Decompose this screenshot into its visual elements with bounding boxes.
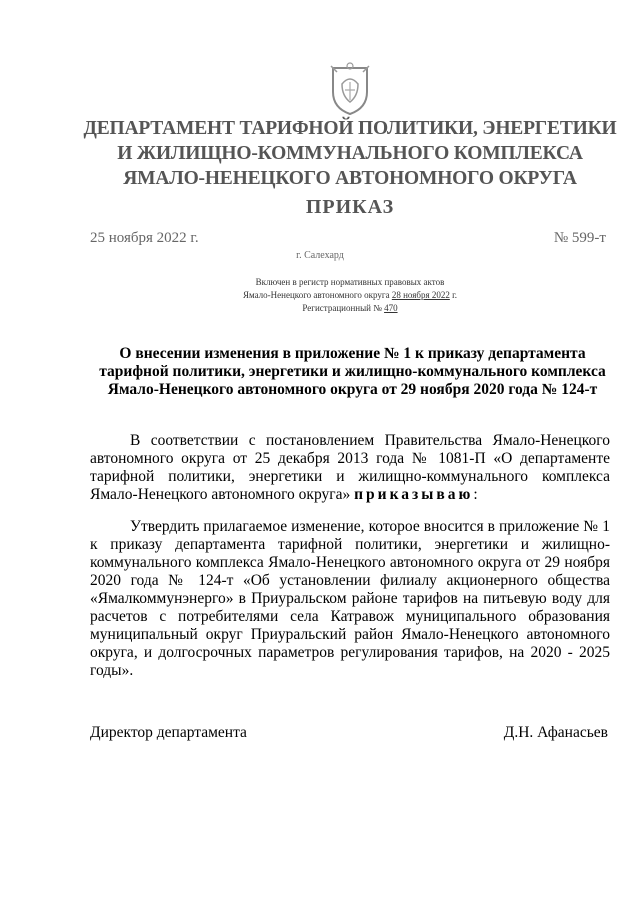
signatory-position: Директор департамента bbox=[90, 724, 247, 741]
order-date: 25 ноября 2022 г. bbox=[90, 230, 199, 246]
document-type-title: ПРИКАЗ bbox=[305, 196, 395, 218]
order-subject: О внесении изменения в приложение № 1 к приказу департамента тарифной политики, энергетики и жилищно-коммунального комплекса Ямало-Ненецкого автономного округа от 29 ноября 2020 года № 124-т bbox=[99, 345, 606, 398]
order-verb: приказываю bbox=[354, 486, 474, 503]
registry-date: 28 ноября 2022 bbox=[391, 290, 450, 300]
coat-of-arms-emblem bbox=[327, 62, 373, 116]
order-number: № 599-т bbox=[553, 230, 606, 246]
operative-paragraph: Утвердить прилагаемое изменение, которое вносится в приложение № 1 к приказу департамента тарифной политики, энергетики и жилищно-коммунального комплекса Ямало-Ненецкого автономного округа от 29 ноября 2020 года № 124-т «Об установлении филиалу акционерного общества «Ямалкоммунэнерго» в Приуральском районе тарифов на питьевую воду для расчетов с потребителями села Катравож муниципального образования муниципальный округ Приуральский район Ямало-Ненецкого автономного округа, и долгосрочных параметров регулирования тарифов, на 2020 - 2025 годы». bbox=[90, 518, 610, 679]
registry-line-3: Регистрационный № 470 bbox=[302, 303, 398, 313]
department-line-3: ЯМАЛО-НЕНЕЦКОГО АВТОНОМНОГО ОКРУГА bbox=[123, 168, 577, 189]
registry-line-1: Включен в регистр нормативных правовых актов bbox=[255, 277, 445, 287]
preamble-paragraph: В соответствии с постановлением Правительства Ямало-Ненецкого автономного округа от 25 декабря 2013 года № 1081-П «О департаменте тарифной политики, энергетики и жилищно-коммунального комплекса Ямало-Ненецкого автономного округа» приказываю: bbox=[90, 432, 610, 503]
registry-line-2: Ямало-Ненецкого автономного округа 28 ноября 2022 г. bbox=[242, 290, 458, 300]
signatory-name: Д.Н. Афанасьев bbox=[503, 724, 608, 741]
registry-stamp bbox=[0, 276, 640, 315]
registry-number: 470 bbox=[384, 303, 398, 313]
department-line-1: ДЕПАРТАМЕНТ ТАРИФНОЙ ПОЛИТИКИ, ЭНЕРГЕТИКИ bbox=[83, 118, 617, 139]
department-name bbox=[60, 116, 640, 191]
city-label: г. Салехард bbox=[296, 250, 344, 261]
department-line-2: И ЖИЛИЩНО-КОММУНАЛЬНОГО КОМПЛЕКСА bbox=[117, 143, 583, 164]
